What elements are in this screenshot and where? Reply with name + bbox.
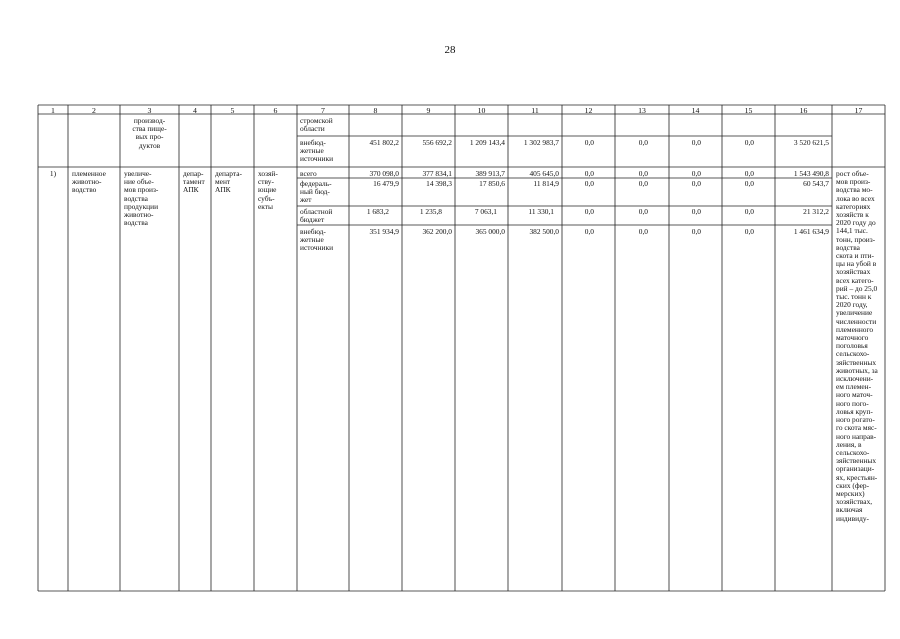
participants: хозяй- ству- ющие субъ- екты xyxy=(258,169,278,211)
header-col-10: 10 xyxy=(477,106,486,115)
header-col-8: 8 xyxy=(373,106,378,115)
header-col-14: 14 xyxy=(691,106,700,115)
value-cell: 17 850,6 xyxy=(479,179,505,188)
value-cell: 389 913,7 xyxy=(475,169,505,178)
responsible-executor: депар- тамент АПК xyxy=(183,169,205,195)
prev-source-label: внебюд- жетные источники xyxy=(300,138,334,164)
header-col-15: 15 xyxy=(744,106,753,115)
value-cell: 0,0 xyxy=(584,169,594,178)
value-cell: 0,0 xyxy=(691,227,701,236)
value-cell: 16 479,9 xyxy=(373,179,399,188)
value-cell: 365 000,0 xyxy=(475,227,505,236)
expected-result: рост объе- мов произ- водства мо- лока во всех категориях хозяйств к 2020 году до 144,1 тыс. тонн, произ- водства скота и пти- цы на убой в хозяйствах всех катего- рий – до 25,0 тыс. тонн к 2020 году, увеличение численности племенного маточного поголовья сельскохо- зяйственных животных, за исключени- ем племен- ного маточ- ного пого- ловья круп- ного рогато- го скота мяс- ного направ- ления, в сельскохо- зяйственных организаци- ях, крестьян- ских (фер- мерских) хозяйствах, включая индивиду- xyxy=(836,169,878,523)
value-cell: 1 235,8 xyxy=(419,207,442,216)
value-cell: 405 645,0 xyxy=(529,169,559,178)
source-label: внебюд- жетные источники xyxy=(300,227,334,253)
header-col-3: 3 xyxy=(147,106,152,115)
value-cell: 351 934,9 xyxy=(369,227,399,236)
header-col-16: 16 xyxy=(799,106,808,115)
value-cell: 0,0 xyxy=(691,207,701,216)
header-col-11: 11 xyxy=(531,106,539,115)
value-cell: 1 461 634,9 xyxy=(793,227,829,236)
prev-value: 1 302 983,7 xyxy=(523,138,559,147)
value-cell: 21 312,2 xyxy=(803,207,829,216)
prev-value: 0,0 xyxy=(584,138,594,147)
value-cell: 0,0 xyxy=(584,227,594,236)
header-col-6: 6 xyxy=(273,106,278,115)
header-col-12: 12 xyxy=(584,106,593,115)
value-cell: 14 398,3 xyxy=(426,179,452,188)
value-cell: 0,0 xyxy=(744,179,754,188)
value-cell: 382 500,0 xyxy=(529,227,559,236)
value-cell: 0,0 xyxy=(638,227,648,236)
header-col-13: 13 xyxy=(638,106,646,115)
task-description: увеличе- ние объе- мов произ- водства продукции животно- водства xyxy=(124,169,159,228)
prev-goal-text: производ- ства пище- вых про- дуктов xyxy=(132,116,167,150)
header-col-4: 4 xyxy=(193,106,197,115)
source-label: федераль- ный бюд- жет xyxy=(300,179,332,205)
source-label: всего xyxy=(300,169,317,178)
value-cell: 0,0 xyxy=(638,179,648,188)
prev-region-text: стромской области xyxy=(300,116,333,134)
header-col-2: 2 xyxy=(92,106,96,115)
value-cell: 0,0 xyxy=(584,207,594,216)
prev-value: 3 520 621,5 xyxy=(793,138,829,147)
header-col-9: 9 xyxy=(426,106,431,115)
value-cell: 11 330,1 xyxy=(528,207,554,216)
page-number: 28 xyxy=(444,44,456,56)
header-col-17: 17 xyxy=(854,106,863,115)
source-label: областной бюджет xyxy=(300,207,333,225)
prev-value: 0,0 xyxy=(638,138,648,147)
prev-value: 1 209 143,4 xyxy=(469,138,505,147)
header-col-5: 5 xyxy=(230,106,235,115)
value-cell: 0,0 xyxy=(744,207,754,216)
value-cell: 0,0 xyxy=(744,169,754,178)
value-cell: 370 098,0 xyxy=(369,169,399,178)
row-number: 1) xyxy=(49,169,57,178)
prev-value: 451 802,2 xyxy=(369,138,399,147)
prev-value: 0,0 xyxy=(691,138,701,147)
value-cell: 0,0 xyxy=(691,179,701,188)
header-col-7: 7 xyxy=(321,106,325,115)
value-cell: 0,0 xyxy=(691,169,701,178)
value-cell: 0,0 xyxy=(638,207,648,216)
header-col-1: 1 xyxy=(51,106,55,115)
value-cell: 1 543 490,8 xyxy=(793,169,829,178)
value-cell: 0,0 xyxy=(584,179,594,188)
value-cell: 377 834,1 xyxy=(422,169,452,178)
subprogram-name: племенное животно- водство xyxy=(72,169,106,195)
value-cell: 0,0 xyxy=(638,169,648,178)
co-executor: департа- мент АПК xyxy=(215,169,242,195)
value-cell: 1 683,2 xyxy=(366,207,389,216)
prev-value: 0,0 xyxy=(744,138,754,147)
value-cell: 7 063,1 xyxy=(474,207,497,216)
value-cell: 11 814,9 xyxy=(533,179,559,188)
value-cell: 362 200,0 xyxy=(422,227,452,236)
value-cell: 0,0 xyxy=(744,227,754,236)
value-cell: 60 543,7 xyxy=(803,179,829,188)
prev-value: 556 692,2 xyxy=(422,138,452,147)
